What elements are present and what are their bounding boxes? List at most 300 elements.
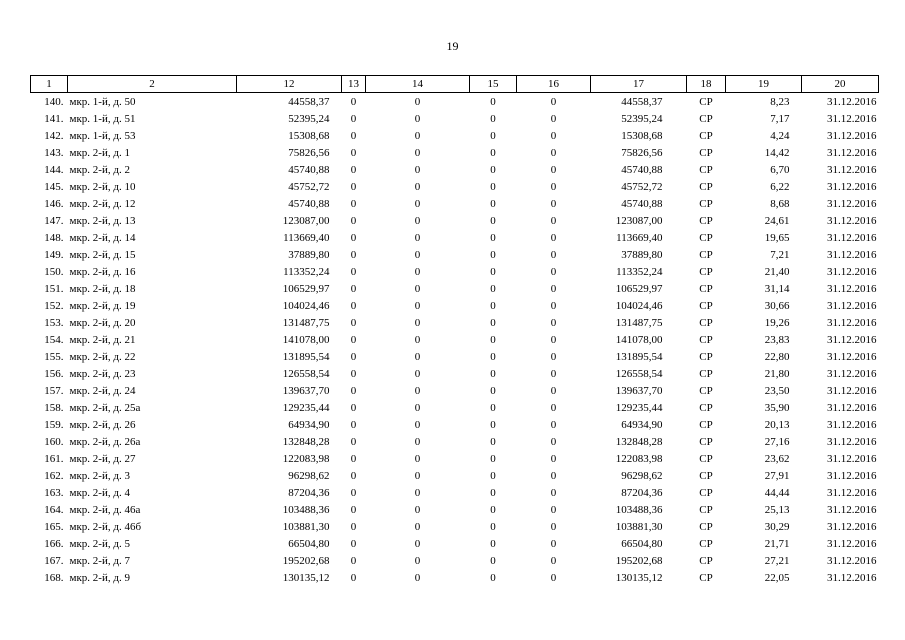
- value-cell-15: 0: [490, 367, 496, 380]
- value-cell-17: 44558,37: [621, 95, 663, 108]
- value-cell-15: 0: [490, 333, 496, 346]
- value-cell-12: 44558,37: [288, 95, 330, 108]
- value-cell-15: 0: [490, 486, 496, 499]
- data-table: [30, 75, 879, 586]
- address-cell: мкр. 2-й, д. 46а: [69, 503, 141, 516]
- value-cell-19: 14,42: [764, 146, 790, 159]
- value-cell-16: 0: [550, 231, 557, 244]
- value-cell-16: 0: [550, 554, 557, 567]
- code-cell-18: СР: [699, 384, 713, 397]
- row-number: 140.: [44, 95, 64, 108]
- column-header: 19: [726, 76, 802, 93]
- value-cell-16: 0: [550, 452, 557, 465]
- value-cell-16: 0: [550, 282, 557, 295]
- date-cell-20: 31.12.2016: [827, 486, 877, 499]
- value-cell-19: 25,13: [764, 503, 790, 516]
- value-cell-14: 0: [414, 435, 421, 448]
- value-cell-12: 66504,80: [288, 537, 330, 550]
- row-number: 166.: [44, 537, 64, 550]
- code-cell-18: СР: [699, 503, 713, 516]
- value-cell-14: 0: [414, 248, 421, 261]
- value-cell-14: 0: [414, 180, 421, 193]
- row-number: 161.: [44, 452, 64, 465]
- value-cell-16: 0: [550, 384, 557, 397]
- address-cell: мкр. 2-й, д. 9: [69, 571, 130, 584]
- value-cell-19: 6,70: [770, 163, 790, 176]
- row-number: 146.: [44, 197, 64, 210]
- value-cell-14: 0: [414, 112, 421, 125]
- date-cell-20: 31.12.2016: [827, 214, 877, 227]
- date-cell-20: 31.12.2016: [827, 129, 877, 142]
- value-cell-13: 0: [350, 486, 357, 499]
- table-row: [31, 229, 879, 246]
- date-cell-20: 31.12.2016: [827, 469, 877, 482]
- value-cell-15: 0: [490, 231, 496, 244]
- code-cell-18: СР: [699, 418, 713, 431]
- value-cell-19: 35,90: [764, 401, 790, 414]
- date-cell-20: 31.12.2016: [827, 197, 877, 210]
- value-cell-19: 30,66: [764, 299, 790, 312]
- value-cell-15: 0: [490, 112, 496, 125]
- value-cell-16: 0: [550, 469, 557, 482]
- row-number: 163.: [44, 486, 64, 499]
- code-cell-18: СР: [699, 95, 713, 108]
- value-cell-15: 0: [490, 571, 496, 584]
- value-cell-15: 0: [490, 418, 496, 431]
- value-cell-13: 0: [350, 469, 357, 482]
- date-cell-20: 31.12.2016: [827, 231, 877, 244]
- date-cell-20: 31.12.2016: [827, 503, 877, 516]
- code-cell-18: СР: [699, 214, 713, 227]
- value-cell-15: 0: [490, 401, 496, 414]
- value-cell-16: 0: [550, 435, 557, 448]
- value-cell-14: 0: [414, 316, 421, 329]
- date-cell-20: 31.12.2016: [827, 401, 877, 414]
- row-number: 151.: [44, 282, 64, 295]
- page-number: 19: [446, 39, 459, 53]
- value-cell-19: 19,65: [764, 231, 790, 244]
- value-cell-17: 104024,46: [615, 299, 663, 312]
- table-row: [31, 212, 879, 229]
- value-cell-19: 8,68: [770, 197, 790, 210]
- code-cell-18: СР: [699, 571, 713, 584]
- value-cell-14: 0: [414, 537, 421, 550]
- address-cell: мкр. 2-й, д. 16: [69, 265, 136, 278]
- value-cell-19: 27,21: [764, 554, 790, 567]
- value-cell-16: 0: [550, 299, 557, 312]
- value-cell-12: 87204,36: [288, 486, 330, 499]
- value-cell-14: 0: [414, 401, 421, 414]
- column-header: 15: [470, 76, 517, 93]
- table-row: [31, 144, 879, 161]
- table-row: [31, 501, 879, 518]
- table-body: [31, 93, 879, 587]
- address-cell: мкр. 2-й, д. 12: [69, 197, 136, 210]
- value-cell-13: 0: [350, 401, 357, 414]
- value-cell-16: 0: [550, 146, 557, 159]
- table-row: [31, 416, 879, 433]
- code-cell-18: СР: [699, 197, 713, 210]
- value-cell-14: 0: [414, 367, 421, 380]
- column-header: 1: [31, 76, 68, 93]
- table-row: [31, 467, 879, 484]
- value-cell-13: 0: [350, 554, 357, 567]
- value-cell-17: 131487,75: [615, 316, 663, 329]
- value-cell-15: 0: [490, 197, 496, 210]
- value-cell-17: 132848,28: [615, 435, 663, 448]
- address-cell: мкр. 2-й, д. 25а: [69, 401, 141, 414]
- code-cell-18: СР: [699, 299, 713, 312]
- value-cell-15: 0: [490, 537, 496, 550]
- code-cell-18: СР: [699, 163, 713, 176]
- value-cell-16: 0: [550, 503, 557, 516]
- value-cell-12: 37889,80: [288, 248, 330, 261]
- value-cell-13: 0: [350, 350, 357, 363]
- value-cell-17: 87204,36: [621, 486, 663, 499]
- value-cell-13: 0: [350, 418, 357, 431]
- value-cell-15: 0: [490, 350, 496, 363]
- value-cell-13: 0: [350, 197, 357, 210]
- code-cell-18: СР: [699, 146, 713, 159]
- value-cell-19: 27,16: [764, 435, 790, 448]
- value-cell-13: 0: [350, 265, 357, 278]
- value-cell-15: 0: [490, 129, 496, 142]
- date-cell-20: 31.12.2016: [827, 435, 877, 448]
- value-cell-15: 0: [490, 452, 496, 465]
- date-cell-20: 31.12.2016: [827, 333, 877, 346]
- row-number: 165.: [44, 520, 64, 533]
- code-cell-18: СР: [699, 248, 713, 261]
- value-cell-17: 113352,24: [616, 265, 663, 278]
- column-header: 17: [591, 76, 687, 93]
- row-number: 158.: [44, 401, 64, 414]
- value-cell-12: 130135,12: [282, 571, 330, 584]
- value-cell-17: 129235,44: [615, 401, 663, 414]
- value-cell-13: 0: [350, 214, 357, 227]
- column-header: 16: [517, 76, 591, 93]
- value-cell-16: 0: [550, 180, 557, 193]
- table-row: [31, 348, 879, 365]
- value-cell-16: 0: [550, 367, 557, 380]
- date-cell-20: 31.12.2016: [827, 571, 877, 584]
- date-cell-20: 31.12.2016: [827, 112, 877, 125]
- value-cell-12: 103881,30: [282, 520, 330, 533]
- date-cell-20: 31.12.2016: [827, 418, 877, 431]
- date-cell-20: 31.12.2016: [827, 265, 877, 278]
- value-cell-12: 45740,88: [288, 163, 330, 176]
- value-cell-13: 0: [350, 299, 357, 312]
- value-cell-16: 0: [550, 401, 557, 414]
- code-cell-18: СР: [699, 350, 713, 363]
- value-cell-14: 0: [414, 503, 421, 516]
- value-cell-19: 23,83: [764, 333, 790, 346]
- value-cell-13: 0: [350, 384, 357, 397]
- address-cell: мкр. 2-й, д. 3: [69, 469, 130, 482]
- value-cell-14: 0: [414, 520, 421, 533]
- table-row: [31, 365, 879, 382]
- code-cell-18: СР: [699, 282, 713, 295]
- address-cell: мкр. 2-й, д. 26а: [69, 435, 141, 448]
- code-cell-18: СР: [699, 129, 713, 142]
- value-cell-14: 0: [414, 231, 421, 244]
- code-cell-18: СР: [699, 452, 713, 465]
- date-cell-20: 31.12.2016: [827, 554, 877, 567]
- value-cell-17: 195202,68: [615, 554, 663, 567]
- value-cell-14: 0: [414, 265, 421, 278]
- address-cell: мкр. 2-й, д. 46б: [69, 520, 142, 533]
- table-row: [31, 331, 879, 348]
- column-header: 13: [342, 76, 366, 93]
- row-number: 143.: [44, 146, 64, 159]
- value-cell-13: 0: [350, 571, 357, 584]
- value-cell-14: 0: [414, 214, 421, 227]
- value-cell-19: 21,40: [764, 265, 790, 278]
- value-cell-15: 0: [490, 163, 496, 176]
- value-cell-15: 0: [490, 520, 496, 533]
- value-cell-19: 22,05: [764, 571, 790, 584]
- value-cell-13: 0: [350, 316, 357, 329]
- code-cell-18: СР: [699, 333, 713, 346]
- address-cell: мкр. 2-й, д. 10: [69, 180, 136, 193]
- value-cell-15: 0: [490, 384, 496, 397]
- code-cell-18: СР: [699, 486, 713, 499]
- row-number: 164.: [44, 503, 64, 516]
- table-row: [31, 518, 879, 535]
- value-cell-14: 0: [414, 197, 421, 210]
- value-cell-17: 15308,68: [621, 129, 663, 142]
- value-cell-17: 37889,80: [621, 248, 663, 261]
- column-header: 12: [237, 76, 342, 93]
- address-cell: мкр. 2-й, д. 21: [69, 333, 136, 346]
- value-cell-12: 113669,40: [283, 231, 330, 244]
- value-cell-14: 0: [414, 384, 421, 397]
- row-number: 142.: [44, 129, 64, 142]
- row-number: 152.: [44, 299, 64, 312]
- address-cell: мкр. 2-й, д. 19: [69, 299, 136, 312]
- value-cell-12: 45752,72: [288, 180, 330, 193]
- table-row: [31, 297, 879, 314]
- code-cell-18: СР: [699, 401, 713, 414]
- value-cell-13: 0: [350, 282, 357, 295]
- value-cell-12: 132848,28: [282, 435, 330, 448]
- value-cell-14: 0: [414, 282, 421, 295]
- date-cell-20: 31.12.2016: [827, 95, 877, 108]
- table-row: [31, 127, 879, 144]
- row-number: 168.: [44, 571, 64, 584]
- table-row: [31, 535, 879, 552]
- code-cell-18: СР: [699, 180, 713, 193]
- value-cell-15: 0: [490, 265, 496, 278]
- table-row: [31, 484, 879, 501]
- address-cell: мкр. 2-й, д. 23: [69, 367, 136, 380]
- value-cell-16: 0: [550, 129, 557, 142]
- date-cell-20: 31.12.2016: [827, 299, 877, 312]
- table-row: [31, 433, 879, 450]
- value-cell-13: 0: [350, 435, 357, 448]
- value-cell-13: 0: [350, 537, 357, 550]
- value-cell-17: 64934,90: [621, 418, 663, 431]
- date-cell-20: 31.12.2016: [827, 520, 877, 533]
- address-cell: мкр. 2-й, д. 20: [69, 316, 136, 329]
- date-cell-20: 31.12.2016: [827, 146, 877, 159]
- row-number: 154.: [44, 333, 64, 346]
- value-cell-12: 45740,88: [288, 197, 330, 210]
- value-cell-19: 24,61: [764, 214, 790, 227]
- address-cell: мкр. 2-й, д. 13: [69, 214, 136, 227]
- table-row: [31, 246, 879, 263]
- value-cell-19: 44,44: [764, 486, 790, 499]
- value-cell-12: 96298,62: [288, 469, 330, 482]
- value-cell-14: 0: [414, 129, 421, 142]
- date-cell-20: 31.12.2016: [827, 316, 877, 329]
- value-cell-19: 27,91: [764, 469, 790, 482]
- value-cell-17: 106529,97: [615, 282, 663, 295]
- code-cell-18: СР: [699, 112, 713, 125]
- value-cell-13: 0: [350, 95, 357, 108]
- table-row: [31, 314, 879, 331]
- row-number: 147.: [44, 214, 64, 227]
- value-cell-14: 0: [414, 95, 421, 108]
- value-cell-15: 0: [490, 469, 496, 482]
- value-cell-15: 0: [490, 146, 496, 159]
- value-cell-13: 0: [350, 146, 357, 159]
- date-cell-20: 31.12.2016: [827, 163, 877, 176]
- table-row: [31, 195, 879, 212]
- column-header: 14: [366, 76, 470, 93]
- value-cell-13: 0: [350, 520, 357, 533]
- value-cell-17: 52395,24: [621, 112, 663, 125]
- value-cell-12: 129235,44: [282, 401, 330, 414]
- value-cell-16: 0: [550, 163, 557, 176]
- value-cell-16: 0: [550, 112, 557, 125]
- value-cell-19: 23,50: [764, 384, 790, 397]
- value-cell-16: 0: [550, 486, 557, 499]
- code-cell-18: СР: [699, 231, 713, 244]
- value-cell-12: 15308,68: [288, 129, 330, 142]
- value-cell-17: 130135,12: [615, 571, 663, 584]
- value-cell-14: 0: [414, 299, 421, 312]
- value-cell-14: 0: [414, 571, 421, 584]
- code-cell-18: СР: [699, 554, 713, 567]
- row-number: 150.: [44, 265, 64, 278]
- address-cell: мкр. 2-й, д. 14: [69, 231, 136, 244]
- address-cell: мкр. 2-й, д. 18: [69, 282, 136, 295]
- address-cell: мкр. 2-й, д. 7: [69, 554, 130, 567]
- date-cell-20: 31.12.2016: [827, 384, 877, 397]
- value-cell-16: 0: [550, 214, 557, 227]
- value-cell-19: 30,29: [764, 520, 790, 533]
- date-cell-20: 31.12.2016: [827, 367, 877, 380]
- address-cell: мкр. 2-й, д. 15: [69, 248, 136, 261]
- value-cell-12: 75826,56: [288, 146, 330, 159]
- address-cell: мкр. 2-й, д. 4: [69, 486, 130, 499]
- value-cell-16: 0: [550, 265, 557, 278]
- code-cell-18: СР: [699, 469, 713, 482]
- value-cell-17: 96298,62: [621, 469, 663, 482]
- date-cell-20: 31.12.2016: [827, 180, 877, 193]
- value-cell-12: 103488,36: [282, 503, 330, 516]
- value-cell-17: 45752,72: [621, 180, 663, 193]
- value-cell-12: 113352,24: [283, 265, 330, 278]
- value-cell-19: 7,21: [770, 248, 790, 261]
- value-cell-12: 139637,70: [282, 384, 330, 397]
- value-cell-14: 0: [414, 163, 421, 176]
- value-cell-12: 131895,54: [282, 350, 330, 363]
- header-row: [31, 76, 879, 93]
- code-cell-18: СР: [699, 520, 713, 533]
- value-cell-13: 0: [350, 180, 357, 193]
- value-cell-14: 0: [414, 554, 421, 567]
- value-cell-12: 106529,97: [282, 282, 330, 295]
- value-cell-13: 0: [350, 333, 357, 346]
- value-cell-13: 0: [350, 452, 357, 465]
- value-cell-19: 21,71: [764, 537, 790, 550]
- value-cell-17: 66504,80: [621, 537, 663, 550]
- value-cell-16: 0: [550, 333, 557, 346]
- address-cell: мкр. 1-й, д. 53: [69, 129, 136, 142]
- table-row: [31, 263, 879, 280]
- value-cell-15: 0: [490, 282, 496, 295]
- value-cell-15: 0: [490, 316, 496, 329]
- value-cell-17: 123087,00: [615, 214, 663, 227]
- value-cell-15: 0: [490, 554, 496, 567]
- value-cell-16: 0: [550, 571, 557, 584]
- value-cell-17: 122083,98: [615, 452, 663, 465]
- table-row: [31, 450, 879, 467]
- value-cell-16: 0: [550, 197, 557, 210]
- value-cell-14: 0: [414, 418, 421, 431]
- table-row: [31, 110, 879, 127]
- value-cell-14: 0: [414, 486, 421, 499]
- value-cell-16: 0: [550, 537, 557, 550]
- table-row: [31, 382, 879, 399]
- table-row: [31, 569, 879, 586]
- row-number: 148.: [44, 231, 64, 244]
- value-cell-19: 21,80: [764, 367, 790, 380]
- value-cell-19: 20,13: [764, 418, 790, 431]
- row-number: 162.: [44, 469, 64, 482]
- value-cell-12: 141078,00: [282, 333, 330, 346]
- value-cell-16: 0: [550, 350, 557, 363]
- value-cell-19: 6,22: [770, 180, 790, 193]
- address-cell: мкр. 1-й, д. 51: [69, 112, 136, 125]
- address-cell: мкр. 2-й, д. 27: [69, 452, 136, 465]
- value-cell-19: 22,80: [764, 350, 790, 363]
- value-cell-15: 0: [490, 299, 496, 312]
- value-cell-16: 0: [550, 520, 557, 533]
- value-cell-16: 0: [550, 248, 557, 261]
- value-cell-19: 19,26: [764, 316, 790, 329]
- value-cell-19: 7,17: [770, 112, 790, 125]
- column-header: 18: [687, 76, 726, 93]
- value-cell-12: 195202,68: [282, 554, 330, 567]
- value-cell-15: 0: [490, 214, 496, 227]
- address-cell: мкр. 1-й, д. 50: [69, 95, 136, 108]
- value-cell-13: 0: [350, 231, 357, 244]
- value-cell-17: 103881,30: [615, 520, 663, 533]
- value-cell-19: 31,14: [764, 282, 790, 295]
- value-cell-15: 0: [490, 503, 496, 516]
- table-row: [31, 399, 879, 416]
- value-cell-16: 0: [550, 95, 557, 108]
- date-cell-20: 31.12.2016: [827, 537, 877, 550]
- value-cell-15: 0: [490, 95, 496, 108]
- value-cell-14: 0: [414, 146, 421, 159]
- value-cell-13: 0: [350, 112, 357, 125]
- table-row: [31, 161, 879, 178]
- value-cell-13: 0: [350, 248, 357, 261]
- code-cell-18: СР: [699, 316, 713, 329]
